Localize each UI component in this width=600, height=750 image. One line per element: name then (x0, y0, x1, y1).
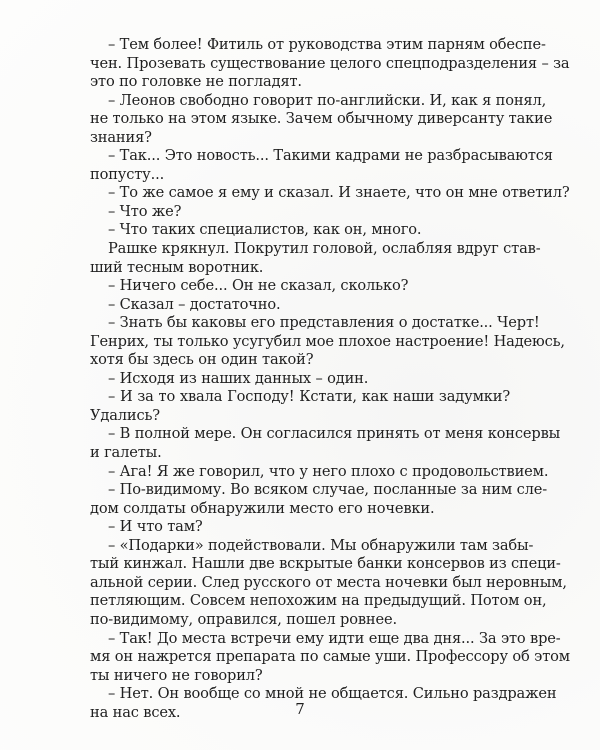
text-line: – И что там? (108, 518, 203, 536)
text-line: не только на этом языке. Зачем обычному диверсанту такие (90, 110, 553, 128)
text-line: – И за то хвала Господу! Кстати, как наши задумки? (108, 388, 510, 406)
text-line: – Так! До места встречи ему идти еще два дня... За это вре- (108, 629, 561, 647)
text-line: знания? (90, 128, 152, 146)
text-line: петляющим. Совсем непохожим на предыдущий. Потом он, (90, 592, 547, 610)
text-line: ший тесным воротник. (90, 258, 264, 276)
text-line: по-видимому, оправился, пошел ровнее. (90, 610, 397, 628)
text-line: альной серии. След русского от места ночевки был неровным, (90, 573, 567, 591)
text-line: – В полной мере. Он согласился принять от меня консервы (108, 425, 561, 443)
text-line: – Сказал – достаточно. (108, 295, 281, 313)
text-line: Рашке крякнул. Покрутил головой, ослабляя вдруг став- (108, 240, 541, 258)
text-line: – Исходя из наших данных – один. (108, 369, 369, 387)
text-line: хотя бы здесь он один такой? (90, 351, 314, 369)
text-line: это по головке не погладят. (90, 73, 302, 91)
text-line: – Нет. Он вообще со мной не общается. Сильно раздражен (108, 685, 557, 703)
text-line: дом солдаты обнаружили место его ночевки. (90, 499, 435, 517)
text-line: Удались? (90, 406, 160, 424)
text-line: – Ага! Я же говорил, что у него плохо с продовольствием. (108, 462, 549, 480)
text-line: – Что же? (108, 202, 182, 220)
text-line: тый кинжал. Нашли две вскрытые банки консервов из специ- (90, 555, 561, 573)
text-line: – То же самое я ему и сказал. И знаете, что он мне ответил? (108, 184, 570, 202)
text-line: мя он нажрется препарата по самые уши. Профессору об этом (90, 648, 570, 666)
text-line: – Леонов свободно говорит по-английски. И, как я понял, (108, 91, 547, 109)
text-line: и галеты. (90, 444, 162, 462)
body-text (90, 36, 570, 722)
text-line: попусту... (90, 165, 165, 183)
text-line: – Что таких специалистов, как он, много. (108, 221, 422, 239)
text-line: ты ничего не говорил? (90, 666, 263, 684)
text-line: Генрих, ты только усугубил мое плохое настроение! Надеюсь, (90, 332, 565, 350)
text-line: – Ничего себе... Он не сказал, сколько? (108, 277, 409, 295)
text-line: – Так... Это новость... Такими кадрами не разбрасываются (108, 147, 553, 165)
text-line: чен. Прозевать существование целого спецподразделения – за (90, 54, 570, 72)
text-line: – Тем более! Фитиль от руководства этим парням обеспе- (108, 36, 546, 53)
text-line: – По-видимому. Во всяком случае, посланные за ним сле- (108, 481, 547, 499)
text-line: – «Подарки» подействовали. Мы обнаружили там забы- (108, 536, 534, 554)
text-line: – Знать бы каковы его представления о достатке... Черт! (108, 314, 540, 332)
text-line: на нас всех. (90, 703, 181, 721)
page-number: 7 (295, 700, 305, 718)
